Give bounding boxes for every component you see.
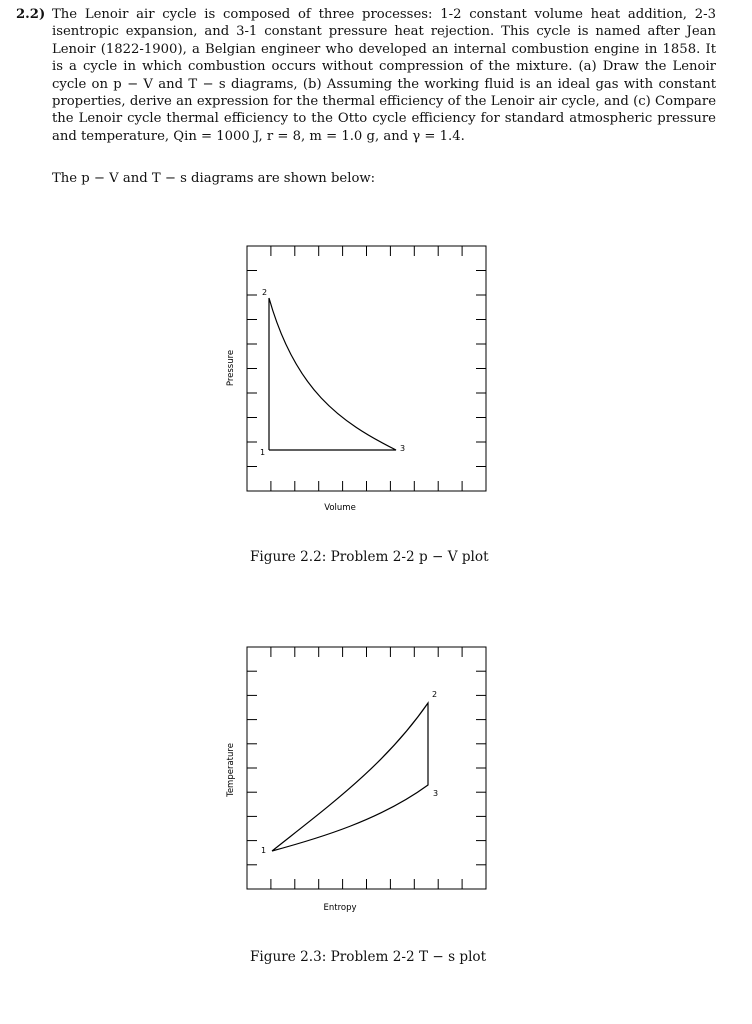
pv-xlabel: Volume (324, 503, 356, 513)
pv-ylabel: Pressure (226, 349, 236, 387)
pv-cycle-path (269, 298, 396, 450)
pv-diagram (226, 246, 486, 513)
ts-point-3: 3 (433, 789, 439, 798)
figure-2-3-caption: Figure 2.3: Problem 2-2 T − s plot (250, 949, 487, 965)
ts-diagram (226, 647, 486, 913)
pv-ticks (247, 246, 486, 491)
pv-point-2: 2 (262, 288, 268, 297)
ts-ylabel: Temperature (226, 743, 236, 797)
problem-text: The Lenoir air cycle is composed of three processes: 1-2 constant volume heat addition, 2-3 isentropic expansion, and 3-1 constant pressure heat rejection. This cycle is named after Jean Lenoir (1822-1900), a Belgian engineer who developed an internal combustion engine in 1858. It is a cycle in which combustion occurs without compression of the mixture. (a) Draw the Lenoir cycle on p − V and T − s diagrams, (b) Assuming the working fluid is an ideal gas with constant properties, derive an expression for the thermal efficiency of the Lenoir air cycle, and (c) Compare the Lenoir cycle thermal efficiency to the Otto cycle efficiency for standard atmospheric pressure and temperature, Qin = 1000 J, r = 8, m = 1.0 g, and γ = 1.4. (52, 7, 716, 144)
ts-ticks (247, 647, 486, 889)
ts-xlabel: Entropy (323, 903, 357, 913)
ts-plot-frame (247, 647, 486, 889)
ts-cycle-path (272, 703, 428, 851)
figure-2-2-caption: Figure 2.2: Problem 2-2 p − V plot (250, 549, 489, 565)
ts-point-2: 2 (432, 690, 438, 699)
ts-point-1: 1 (261, 846, 267, 855)
diagrams-intro: The p − V and T − s diagrams are shown below: (52, 171, 376, 186)
pv-point-3: 3 (400, 444, 406, 453)
problem-number: 2.2) (16, 7, 46, 22)
pv-point-1: 1 (260, 448, 266, 457)
pv-plot-frame (247, 246, 486, 491)
